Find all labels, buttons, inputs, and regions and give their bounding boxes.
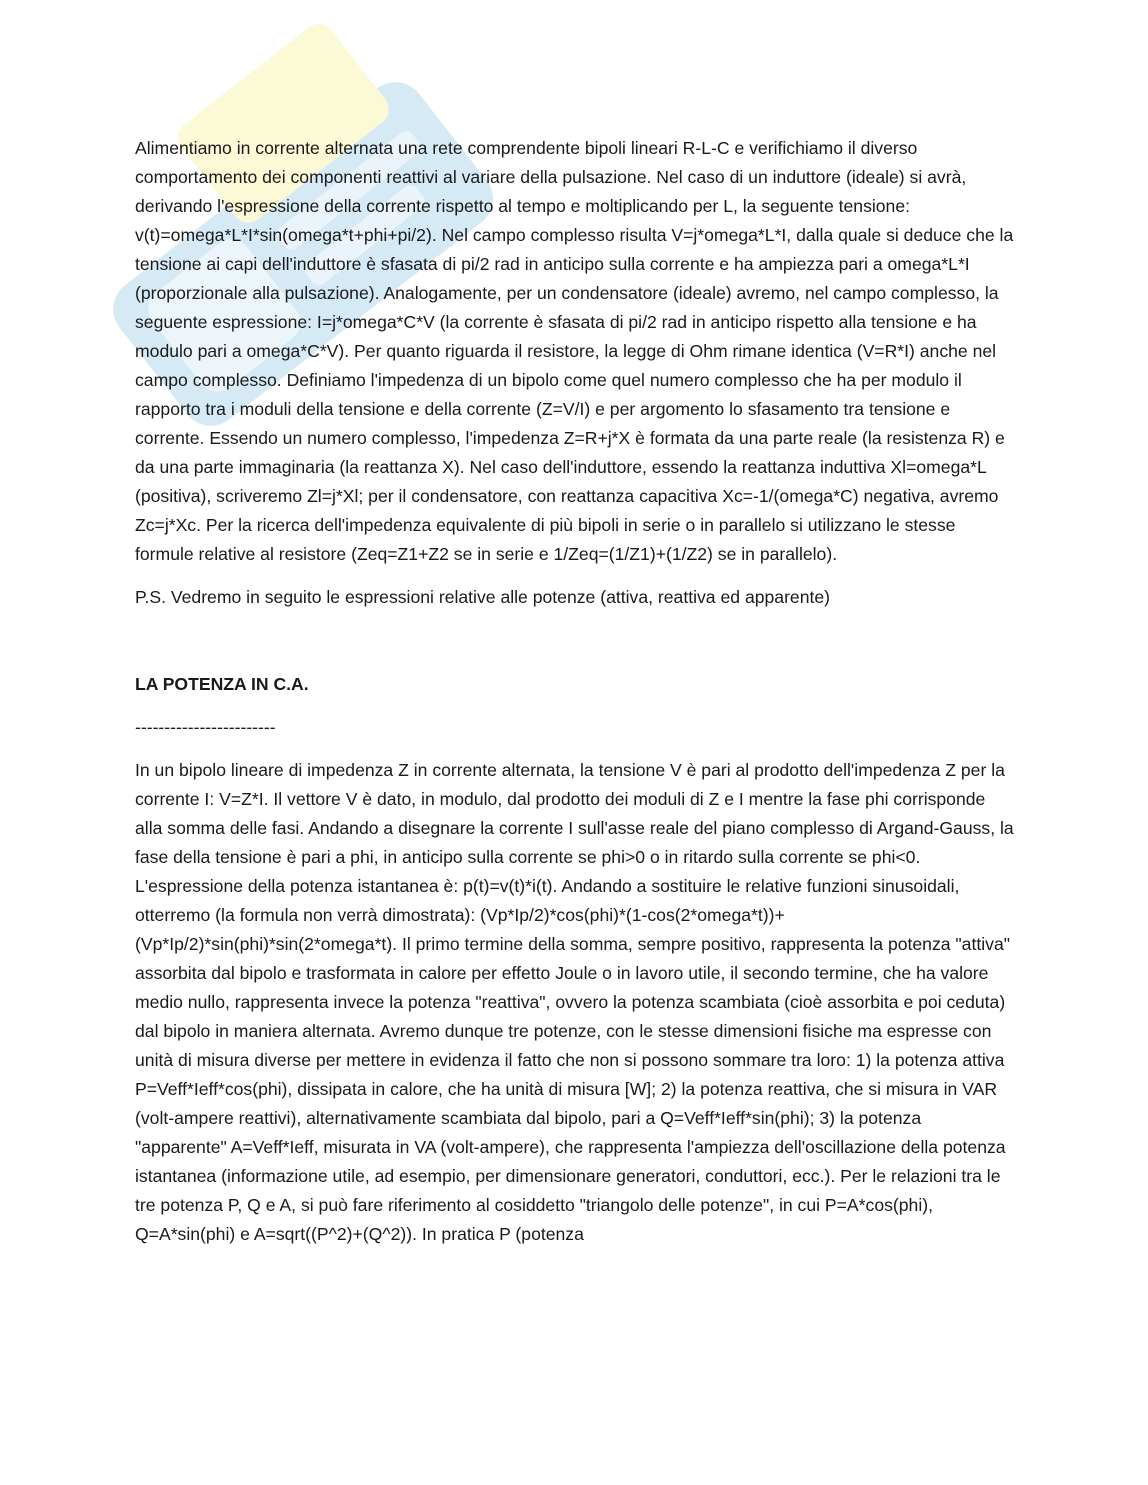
section-heading: LA POTENZA IN C.A.	[135, 674, 309, 694]
separator-line: ------------------------	[135, 717, 276, 737]
paragraph-power: In un bipolo lineare di impedenza Z in corrente alternata, la tensione V è pari al prodotto dell'impedenza Z per la corrente I: V=Z*I. Il vettore V è dato, in modulo, dal prodotto dei moduli di Z e I mentre la fase phi corrisponde alla somma delle fasi. Andando a disegnare la corrente I sull'asse reale del piano complesso di Argand-Gauss, la fase della tensione è pari a phi, in anticipo sulla corrente se phi>0 o in ritardo sulla corrente se phi<0. L'espressione della potenza istantanea è: p(t)=v(t)*i(t). Andando a sostituire le relative funzioni sinusoidali, otterremo (la formula non verrà dimostrata): (Vp*Ip/2)*cos(phi)*(1-cos(2*omega*t))+(Vp*Ip/2)*sin(phi)*sin(2*omega*t). Il primo termine della somma, sempre positivo, rappresenta la potenza "attiva" assorbita dal bipolo e trasformata in calore per effetto Joule o in lavoro utile, il secondo termine, che ha valore medio nullo, rappresenta invece la potenza "reattiva", ovvero la potenza scambiata (cioè assorbita e poi ceduta) dal bipolo in maniera alternata. Avremo dunque tre potenze, con le stesse dimensioni fisiche ma espresse con unità di misura diverse per mettere in evidenza il fatto che non si possono sommare tra loro: 1) la potenza attiva P=Veff*Ieff*cos(phi), dissipata in calore, che ha unità di misura [W]; 2) la potenza reattiva, che si misura in VAR (volt-ampere reattivi), alternativamente scambiata dal bipolo, pari a Q=Veff*Ieff*sin(phi); 3) la potenza "apparente" A=Veff*Ieff, misurata in VA (volt-ampere), che rappresenta l'ampiezza dell'oscillazione della potenza istantanea (informazione utile, ad esempio, per dimensionare generatori, conduttori, ecc.). Per le relazioni tra le tre potenza P, Q e A, si può fare riferimento al cosiddetto "triangolo delle potenze", in cui P=A*cos(phi), Q=A*sin(phi) e A=sqrt((P^2)+(Q^2)). In pratica P (potenza	[135, 760, 1014, 1244]
paragraph-ps-note: P.S. Vedremo in seguito le espressioni relative alle potenze (attiva, reattiva ed apparente)	[135, 587, 831, 607]
paragraph-impedance: Alimentiamo in corrente alternata una rete comprendente bipoli lineari R-L-C e verifichiamo il diverso comportamento dei componenti reattivi al variare della pulsazione. Nel caso di un induttore (ideale) si avrà, derivando l'espressione della corrente rispetto al tempo e moltiplicando per L, la seguente tensione: v(t)=omega*L*I*sin(omega*t+phi+pi/2). Nel campo complesso risulta V=j*omega*L*I, dalla quale si deduce che la tensione ai capi dell'induttore è sfasata di pi/2 rad in anticipo sulla corrente e ha ampiezza pari a omega*L*I (proporzionale alla pulsazione). Analogamente, per un condensatore (ideale) avremo, nel campo complesso, la seguente espressione: I=j*omega*C*V (la corrente è sfasata di pi/2 rad in anticipo rispetto alla tensione e ha modulo pari a omega*C*V). Per quanto riguarda il resistore, la legge di Ohm rimane identica (V=R*I) anche nel campo complesso. Definiamo l'impedenza di un bipolo come quel numero complesso che ha per modulo il rapporto tra i moduli della tensione e della corrente (Z=V/I) e per argomento lo sfasamento tra tensione e corrente. Essendo un numero complesso, l'impedenza Z=R+j*X è formata da una parte reale (la resistenza R) e da una parte immaginaria (la reattanza X). Nel caso dell'induttore, essendo la reattanza induttiva Xl=omega*L (positiva), scriveremo Zl=j*Xl; per il condensatore, con reattanza capacitiva Xc=-1/(omega*C) negativa, avremo Zc=j*Xc. Per la ricerca dell'impedenza equivalente di più bipoli in serie o in parallelo si utilizzano le stesse formule relative al resistore (Zeq=Z1+Z2 se in serie e 1/Zeq=(1/Z1)+(1/Z2) se in parallelo).	[135, 138, 1014, 564]
document-body	[135, 134, 1015, 1263]
